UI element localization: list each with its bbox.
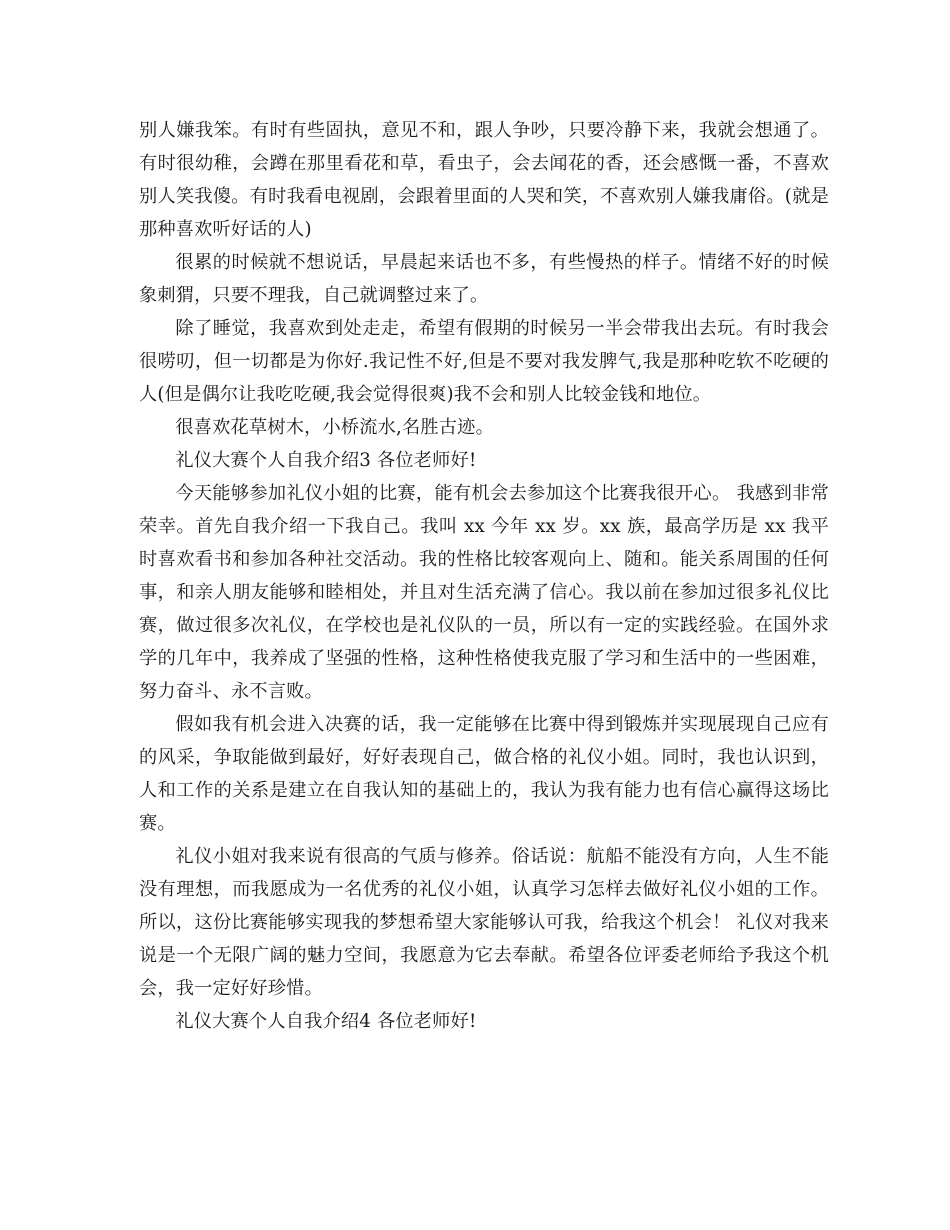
paragraph-2: 很累的时候就不想说话，早晨起来话也不多，有些慢热的样子。情绪不好的时候象刺猬，只要不理我，自己就调整过来了。: [139, 252, 829, 306]
paragraph-4: 很喜欢花草树木，小桥流水,名胜古迹。: [175, 417, 494, 438]
paragraph-5: 今天能够参加礼仪小姐的比赛，能有机会去参加这个比赛我很开心。 我感到非常荣幸。首先自我介绍一下我自己。我叫 xx 今年 xx 岁。xx 族，最高学历是 xx 我平时喜欢看书和参加各种社交活动。我的性格比较客观向上、随和。能关系周围的任何事，和亲人朋友能够和睦相处，并且对生活充满了信心。我以前在参加过很多礼仪比赛，做过很多次礼仪，在学校也是礼仪队的一员，所以有一定的实践经验。在国外求学的几年中，我养成了坚强的性格，这种性格使我克服了学习和生活中的一些困难，努力奋斗、永不言败。: [139, 483, 829, 702]
document-body: [139, 114, 829, 1038]
paragraph-3: 除了睡觉，我喜欢到处走走，希望有假期的时候另一半会带我出去玩。有时我会很唠叨，但一切都是为你好.我记性不好,但是不要对我发脾气,我是那种吃软不吃硬的人(但是偶尔让我吃吃硬,我会觉得很爽)我不会和别人比较金钱和地位。: [139, 318, 829, 405]
paragraph-1: 别人嫌我笨。有时有些固执，意见不和，跟人争吵，只要冷静下来，我就会想通了。有时很幼稚，会蹲在那里看花和草，看虫子，会去闻花的香，还会感慨一番，不喜欢别人笑我傻。有时我看电视剧，会跟着里面的人哭和笑，不喜欢别人嫌我庸俗。(就是那种喜欢听好话的人): [139, 120, 829, 240]
paragraph-6: 假如我有机会进入决赛的话，我一定能够在比赛中得到锻炼并实现展现自己应有的风采，争取能做到最好，好好表现自己，做合格的礼仪小姐。同时，我也认识到，人和工作的关系是建立在自我认知的基础上的，我认为我有能力也有信心赢得这场比赛。: [139, 714, 829, 834]
section-heading-3: 礼仪大赛个人自我介绍3 各位老师好!: [175, 450, 477, 471]
paragraph-7: 礼仪小姐对我来说有很高的气质与修养。俗话说：航船不能没有方向，人生不能没有理想，而我愿成为一名优秀的礼仪小姐，认真学习怎样去做好礼仪小姐的工作。所以，这份比赛能够实现我的梦想希望大家能够认可我，给我这个机会！ 礼仪对我来说是一个无限广阔的魅力空间，我愿意为它去奉献。希望各位评委老师给予我这个机会，我一定好好珍惜。: [139, 846, 829, 999]
section-heading-4: 礼仪大赛个人自我介绍4 各位老师好!: [175, 1011, 477, 1032]
